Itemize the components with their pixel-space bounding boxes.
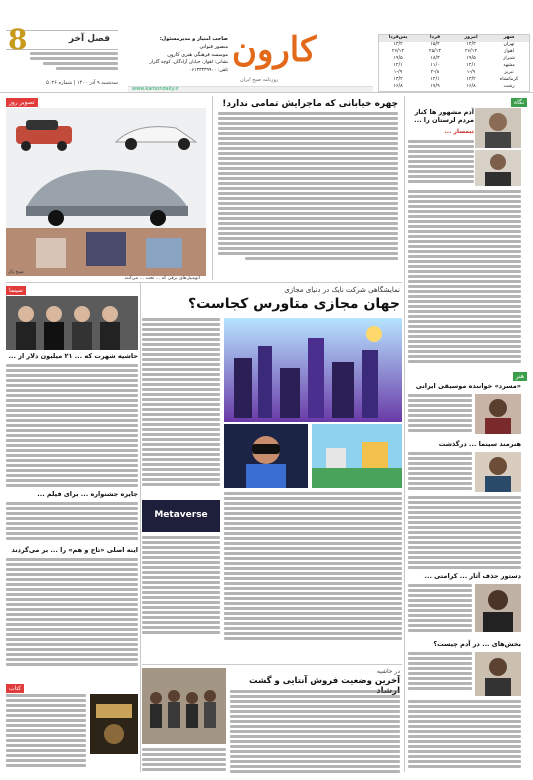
- editor-line: صاحب امتیاز و مدیرمسئول:: [159, 36, 228, 42]
- weather-cell: مشهد: [503, 63, 515, 68]
- photo-crowd: [142, 668, 226, 744]
- weather-header-cell: امروز: [453, 35, 489, 42]
- weather-cell: ۲۶/۱۴: [465, 49, 477, 54]
- section-label: فصل آخر: [68, 34, 110, 44]
- right-bottom-title: بخش‌های ... در آدم چیست؟: [433, 640, 521, 648]
- person-icon: [475, 108, 521, 148]
- weather-cell: ۲۵/۱۳: [429, 49, 441, 54]
- weather-cell: ۱۹/۵: [466, 56, 476, 61]
- right-lower-body: [408, 584, 472, 634]
- weather-cell: ۱۲/۱: [430, 77, 440, 82]
- right-top-body-2: [408, 190, 521, 365]
- interior-scene: [6, 228, 206, 276]
- photo-caption: شیخ پال: [8, 270, 24, 275]
- photo-metaverse-city: [224, 318, 402, 422]
- bottom-kicker: در حاشیه: [376, 668, 400, 675]
- right-mid-title: «مسرد» خواننده موسیقی ایرانی: [415, 382, 521, 390]
- right-bottom-body-2: [408, 700, 521, 770]
- metaverse-logo-text: Metaverse: [154, 510, 208, 520]
- section-tag-photo: تصویر روز: [6, 98, 38, 107]
- weather-cell: ۱۳/۲: [466, 77, 476, 82]
- weather-cell: ۱۷/۹: [430, 84, 440, 89]
- right-top-subtitle: تیمسار ...: [444, 128, 474, 135]
- left-question-title: اینه اصلی «تاج و هم» را ... بر می‌گردند: [11, 546, 138, 554]
- masthead: [0, 0, 533, 92]
- weather-cell: ۹/-۱: [466, 70, 476, 75]
- site-url[interactable]: www.karoondaily.ir: [132, 86, 179, 92]
- photo-singer: [475, 394, 521, 434]
- weather-cell: ۱۶/۸: [466, 84, 476, 89]
- weather-cell: تهران: [503, 42, 515, 47]
- weather-cell: ۱۲/۱: [466, 63, 476, 68]
- masthead-divider: [0, 92, 533, 93]
- photo-actress: [475, 452, 521, 492]
- book-body: [6, 694, 86, 769]
- weather-cell: ۸/-۲: [430, 70, 440, 75]
- section-tag-right-top: نگاه: [511, 98, 527, 107]
- cast-illustration: [6, 296, 138, 350]
- right-lower-title: دستور حذف آثار ... کرامتی ...: [424, 572, 521, 580]
- right-top-title: آدم مشهور ها کنار مردم لرستان را ...: [414, 108, 474, 124]
- section-number: 8: [8, 23, 28, 56]
- photo-cinema-cast: [6, 296, 138, 350]
- weather-cell: ۱۶/۸: [393, 84, 403, 89]
- tagline: روزنامه صبح ایران: [240, 77, 279, 83]
- person-icon: [475, 584, 521, 632]
- publisher: موسسه فرهنگی هنری کارون: [167, 52, 228, 58]
- right-top-body: [408, 140, 474, 185]
- right-mid-body: [408, 394, 472, 434]
- weather-cell: ۱۳/۲: [393, 42, 403, 47]
- book-cover-illustration: [90, 694, 138, 754]
- book-cover: [90, 694, 138, 754]
- person-icon: [475, 652, 521, 696]
- date-line: سه‌شنبه ۹ آذر ۱۴۰۰ | شماره ۵۰۲۶: [46, 80, 118, 86]
- photo-vr-user: [224, 424, 308, 488]
- bottom-center-body-2: [142, 748, 226, 773]
- article-body-top: [218, 112, 398, 262]
- right-mid-title-2: هنرمند سینما ... درگذشت: [438, 440, 521, 448]
- bottom-center-body: [230, 690, 400, 775]
- person-icon: [475, 394, 521, 434]
- metaverse-kicker: نمایشگاهی شرکت نایک در دنیای مجازی: [284, 286, 400, 294]
- left-question-body: [6, 558, 138, 668]
- weather-cell: ۱۲/۱: [393, 63, 403, 68]
- left-mid-body: [6, 364, 138, 489]
- photo-portrait-bottom-right: [475, 652, 521, 696]
- metaverse-title: جهان مجازی متاورس کجاست؟: [188, 296, 400, 312]
- column-rule-right: [404, 96, 405, 772]
- logo: [232, 30, 328, 78]
- photo-nike-world: [312, 424, 402, 488]
- address-line: نشانی: اهواز، خیابان آزادگان، کوچه گلزار: [149, 60, 228, 65]
- game-world-illustration: [312, 424, 402, 488]
- weather-cell: ۱۴/۳: [466, 42, 476, 47]
- right-mid-body-2: [408, 452, 472, 492]
- weather-cell: ۱۹/۵: [393, 56, 403, 61]
- weather-cell: اهواز: [504, 49, 514, 54]
- section-tag-book: کتاب: [6, 684, 24, 693]
- article-title-top: چهره خیابانی که ماجرایش تمامی ندارد!: [222, 99, 398, 109]
- bottom-divider: [142, 664, 402, 665]
- photo-portrait-right-top-2: [475, 150, 521, 186]
- weather-cell: شیراز: [503, 56, 515, 61]
- column-rule-center-top: [212, 96, 213, 280]
- bottom-center-title: آخرین وضعیت فروش آنتایی و گشت: [248, 676, 400, 686]
- car-illustration: [6, 108, 206, 276]
- right-bottom-body: [408, 652, 472, 692]
- person-icon: [475, 452, 521, 492]
- section-tag-art: هنر: [513, 372, 527, 381]
- weather-cell: کرمانشاه: [499, 77, 519, 82]
- weather-cell: ۱۱/۰: [430, 63, 440, 68]
- weather-cell: ۲۶/۱۴: [392, 49, 404, 54]
- editor-name: منصور قنواتی: [199, 44, 228, 50]
- weather-cell: ۱۵/۴: [430, 42, 440, 47]
- weather-header-cell: فردا: [417, 35, 453, 42]
- metaverse-body-center: [224, 492, 402, 642]
- photo-bearded-man: [475, 584, 521, 632]
- weather-header-cell: پس‌فردا: [379, 35, 417, 42]
- photo-electric-cars: [6, 108, 206, 276]
- left-award-body: [6, 502, 138, 542]
- left-award-title: جایزه جشنواره ... برای فیلم ...: [37, 490, 138, 498]
- feature-divider: [6, 282, 402, 283]
- weather-cell: رشت: [503, 84, 515, 89]
- logo-text: کارون: [232, 30, 317, 70]
- person-icon: [475, 150, 521, 186]
- metaverse-body-left: [142, 318, 220, 488]
- vr-headset-illustration: [224, 424, 308, 488]
- weather-cell: ۱۸/۴: [430, 56, 440, 61]
- weather-table: [378, 34, 530, 92]
- metaverse-logo-box: [142, 500, 220, 532]
- metaverse-city-illustration: [224, 318, 402, 422]
- weather-cell: ۱۳/۲: [393, 77, 403, 82]
- left-masthead-text: [30, 52, 118, 72]
- section-label-box: [6, 23, 118, 56]
- weather-cell: ۹/-۱: [393, 70, 403, 75]
- photo-portrait-right-top: [475, 108, 521, 148]
- photo-bottom-caption: اتومبیل‌های برقی که ... تحت ... می‌کنند: [124, 276, 200, 281]
- right-mid-body-3: [408, 496, 521, 571]
- metaverse-body-left-2: [142, 536, 220, 636]
- crowd-illustration: [142, 668, 226, 744]
- phone-line: تلفن: ۰۶۱۳۳۳۳۹۹۰۰: [189, 68, 228, 73]
- section-tag-cinema: سینما: [6, 286, 26, 295]
- left-mid-title: حاشیه شهرت که ... ۲۱ میلیون دلار از ...: [8, 352, 138, 360]
- column-rule-left: [140, 282, 141, 772]
- weather-cell: تبریز: [504, 70, 514, 75]
- weather-header-cell: شهر: [489, 35, 529, 42]
